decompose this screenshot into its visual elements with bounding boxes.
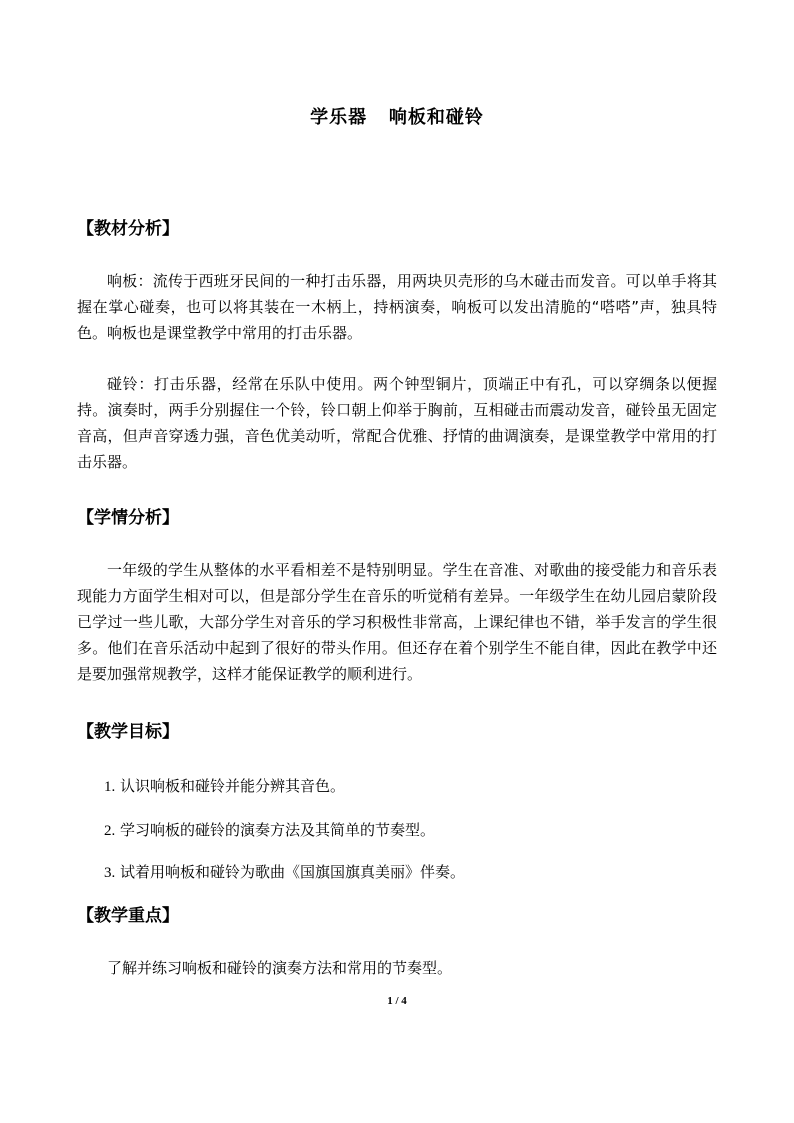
section-heading-teaching-focus: 【教学重点】 (77, 906, 179, 926)
goal-item (104, 773, 704, 800)
section-heading-student-analysis: 【学情分析】 (77, 508, 179, 528)
paragraph-bells: 碰铃：打击乐器，经常在乐队中使用。两个钟型铜片，顶端正中有孔，可以穿绸条以便握持。演奏时，两手分别握住一个铃，铃口朝上仰举于胸前，互相碰击而震动发音，碰铃虽无固定音高，但声音穿透力强，音色优美动听，常配合优雅、抒情的曲调演奏，是课堂教学中常用的打击乐器。 (77, 375, 717, 471)
goal-number: 1. (104, 779, 116, 795)
section-heading-teaching-goals: 【教学目标】 (77, 722, 179, 742)
goal-item (104, 817, 704, 844)
goal-text: 学习响板的碰铃的演奏方法及其简单的节奏型。 (120, 821, 436, 839)
goal-text: 试着用响板和碰铃为歌曲《国旗国旗真美丽》伴奏。 (120, 863, 466, 881)
goal-text: 认识响板和碰铃并能分辨其音色。 (120, 777, 346, 795)
paragraph-castanets: 响板：流传于西班牙民间的一种打击乐器，用两块贝壳形的乌木碰击而发音。可以单手将其握在掌心碰奏，也可以将其装在一木柄上，持柄演奏，响板可以发出清脆的“嗒嗒”声，独具特色。响板也是课堂教学中常用的打击乐器。 (77, 272, 717, 342)
section-heading-textbook-analysis: 【教材分析】 (77, 219, 179, 239)
page-number: 1 / 4 (387, 995, 407, 1007)
paragraph-teaching-focus: 了解并练习响板和碰铃的演奏方法和常用的节奏型。 (107, 959, 453, 977)
goal-item (104, 859, 704, 886)
goal-number: 3. (104, 865, 116, 881)
goal-number: 2. (104, 823, 116, 839)
document-title: 学乐器 响板和碰铃 (310, 107, 484, 128)
paragraph-student-analysis: 一年级的学生从整体的水平看相差不是特别明显。学生在音准、对歌曲的接受能力和音乐表现能力方面学生相对可以，但是部分学生在音乐的听觉稍有差异。一年级学生在幼儿园启蒙阶段已学过一些儿歌，大部分学生对音乐的学习积极性非常高，上课纪律也不错，举手发言的学生很多。他们在音乐活动中起到了很好的带头作用。但还存在着个别学生不能自律，因此在教学中还是要加强常规教学，这样才能保证教学的顺利进行。 (77, 561, 717, 683)
